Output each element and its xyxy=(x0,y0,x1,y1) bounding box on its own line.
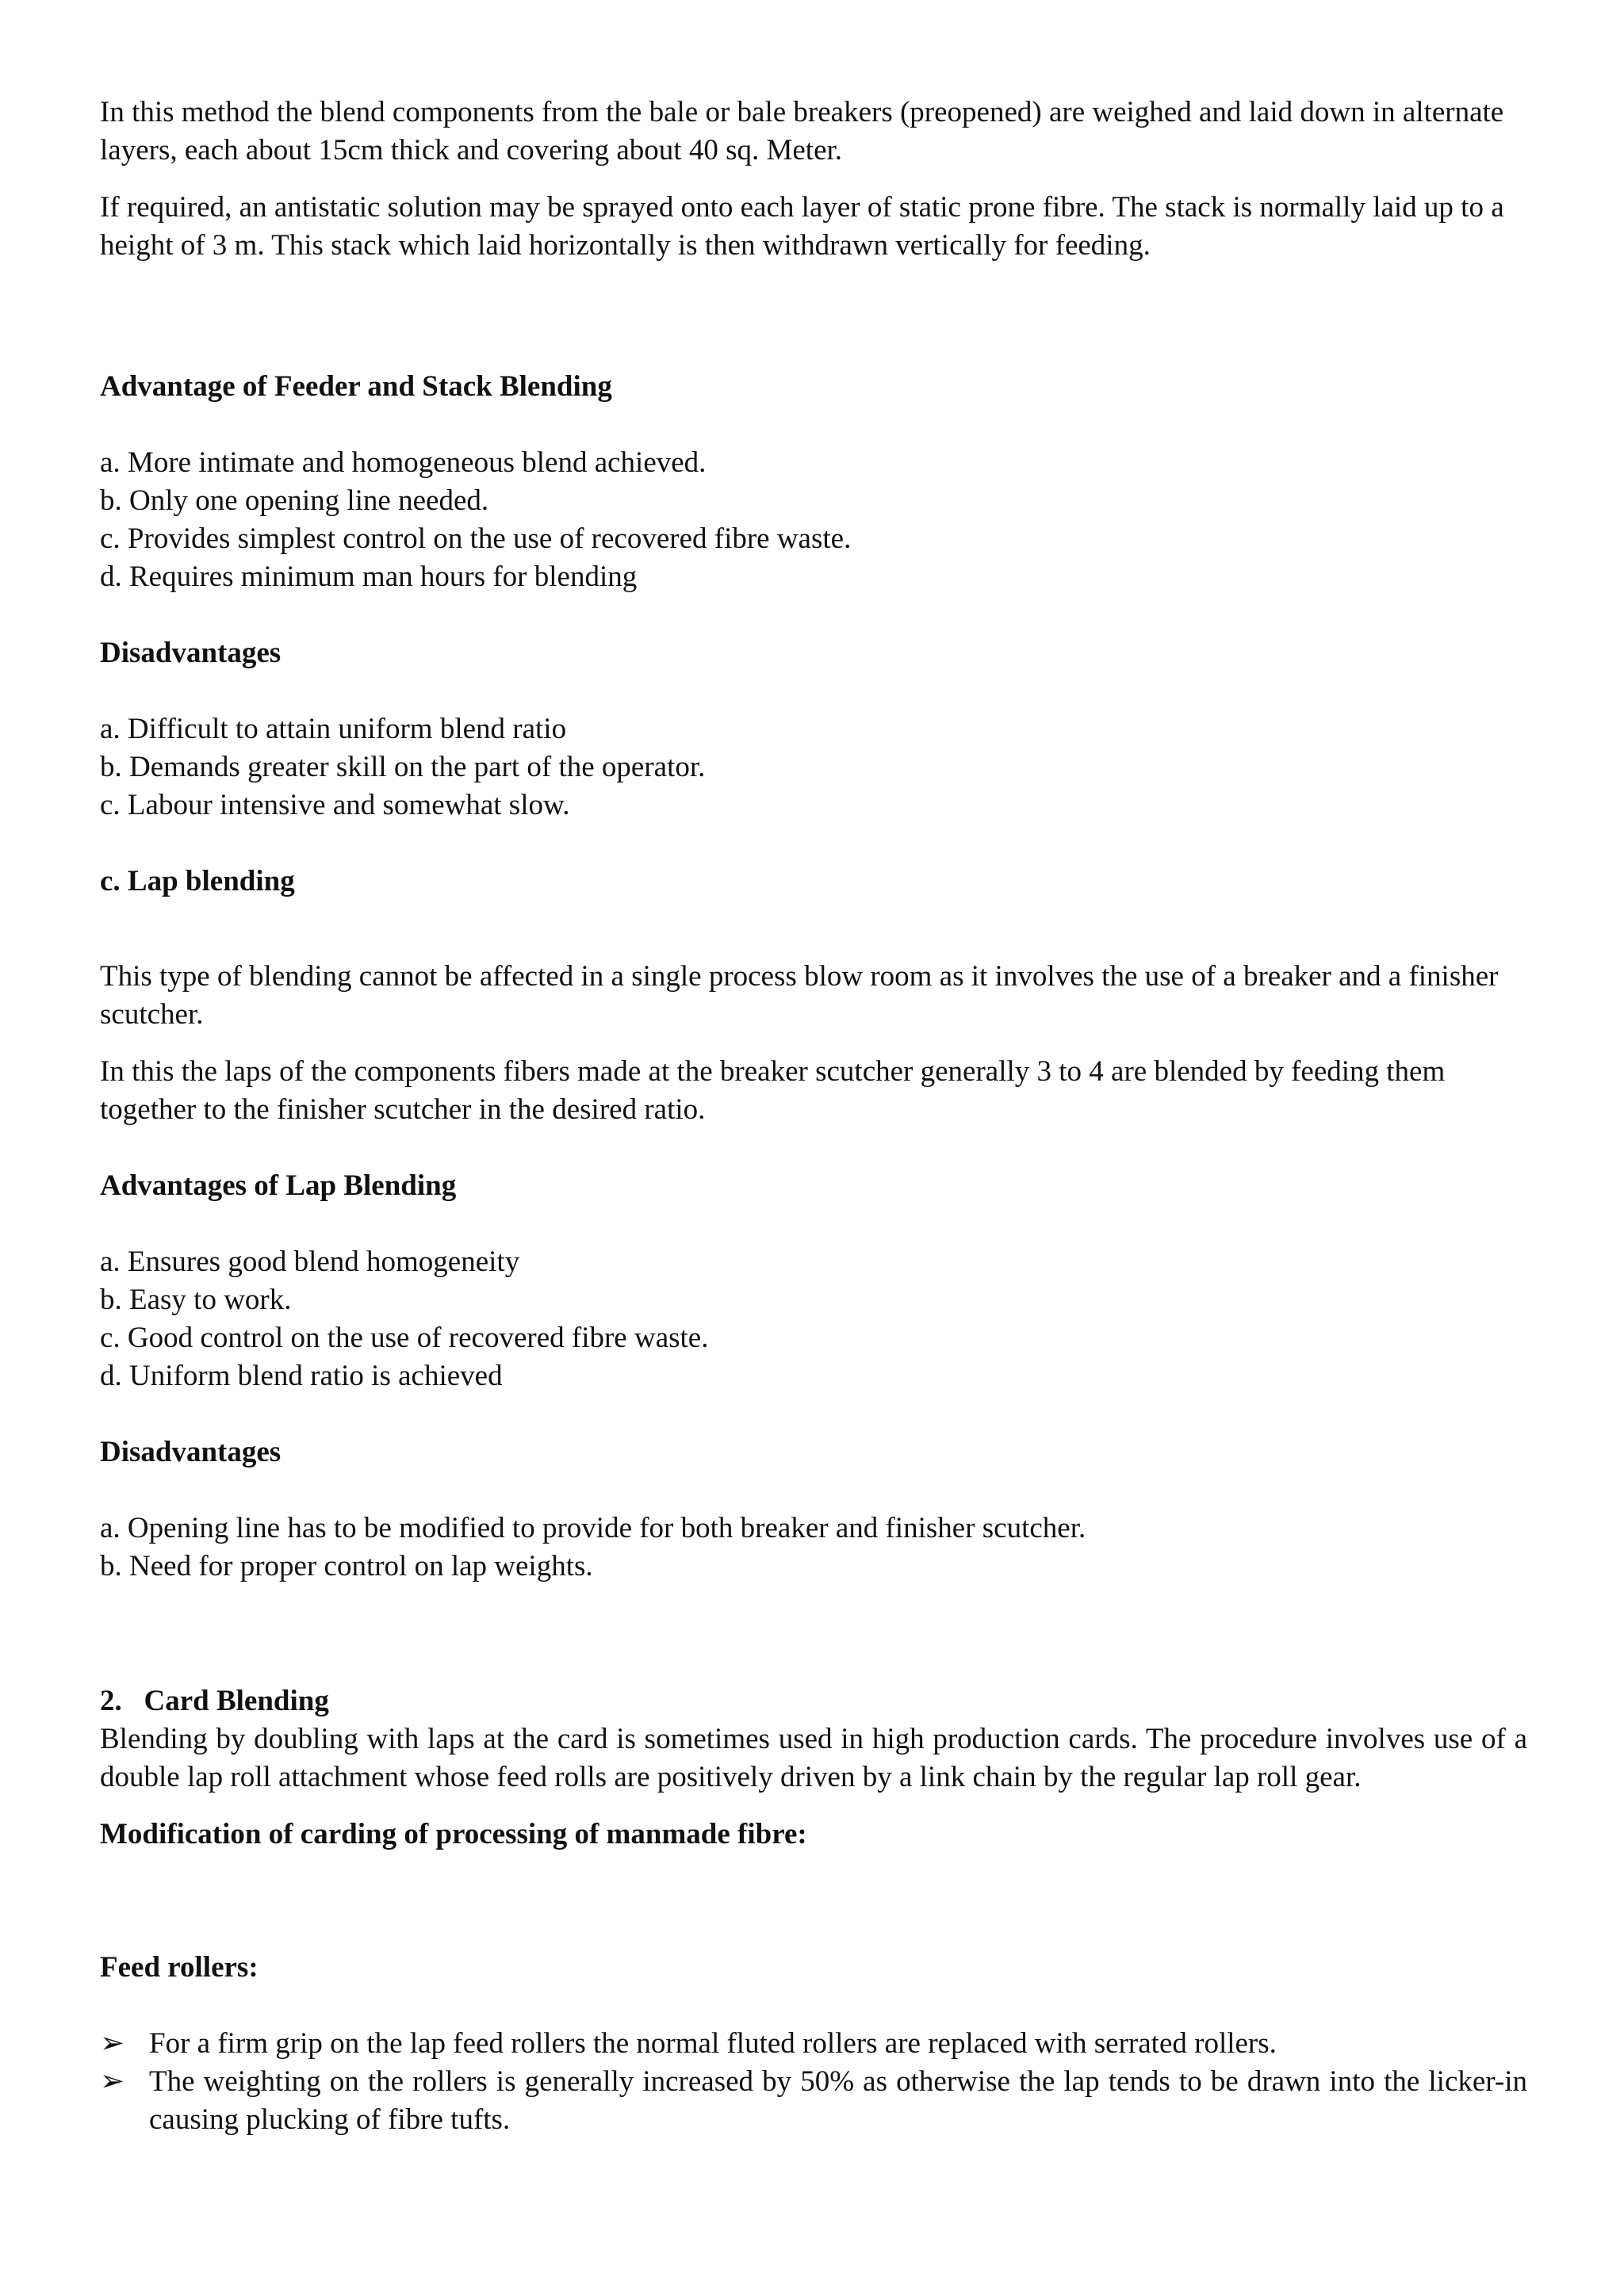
list-item: a. Difficult to attain uniform blend ratio xyxy=(100,713,567,745)
lap-blending-heading: c. Lap blending xyxy=(100,865,295,897)
feed-rollers-list xyxy=(100,2025,1527,2139)
list-item-text: For a firm grip on the lap feed rollers the normal fluted rollers are replaced with serrated rollers. xyxy=(149,2027,1277,2060)
list-item xyxy=(100,2063,1527,2139)
list-item-text: The weighting on the rollers is generally increased by 50% as otherwise the lap tends to be drawn into the licker-in causing plucking of fibre tufts. xyxy=(149,2065,1527,2136)
list-item: b. Only one opening line needed. xyxy=(100,484,489,517)
arrow-bullet-icon: ➢ xyxy=(100,2065,125,2098)
list-item: c. Labour intensive and somewhat slow. xyxy=(100,789,570,821)
lap-blending-paragraph-1: This type of blending cannot be affected in a single process blow room as it involves the use of a breaker and a finisher scutcher. xyxy=(100,960,1499,1031)
feeder-stack-advantages-heading: Advantage of Feeder and Stack Blending xyxy=(100,370,612,403)
list-item: c. Good control on the use of recovered fibre waste. xyxy=(100,1322,709,1354)
feeder-stack-advantages-list xyxy=(100,444,1527,596)
arrow-bullet-icon: ➢ xyxy=(100,2027,125,2060)
feed-rollers-heading: Feed rollers: xyxy=(100,1951,259,1984)
lap-disadvantages-heading: Disadvantages xyxy=(100,1436,282,1468)
list-item: c. Provides simplest control on the use of recovered fibre waste. xyxy=(100,522,852,555)
list-item xyxy=(100,2025,1527,2063)
list-item: a. Opening line has to be modified to provide for both breaker and finisher scutcher. xyxy=(100,1512,1086,1544)
list-item: d. Uniform blend ratio is achieved xyxy=(100,1360,503,1392)
lap-disadvantages-list xyxy=(100,1510,1527,1586)
list-item: b. Need for proper control on lap weights. xyxy=(100,1550,593,1582)
list-item: a. Ensures good blend homogeneity xyxy=(100,1246,520,1278)
feeder-stack-disadvantages-list xyxy=(100,710,1527,825)
lap-advantages-list xyxy=(100,1243,1527,1395)
lap-advantages-heading: Advantages of Lap Blending xyxy=(100,1169,457,1202)
list-item: b. Easy to work. xyxy=(100,1284,292,1316)
list-item: d. Requires minimum man hours for blending xyxy=(100,561,638,593)
intro-paragraph-1: In this method the blend components from the bale or bale breakers (preopened) are weighed and laid down in alternate layers, each about 15cm thick and covering about 40 sq. Meter. xyxy=(100,96,1504,166)
list-item: a. More intimate and homogeneous blend achieved. xyxy=(100,446,707,479)
card-blending-paragraph: Blending by doubling with laps at the card is sometimes used in high production cards. The procedure involves use of a double lap roll attachment whose feed rolls are positively driven by a link chain by the regular lap roll gear. xyxy=(100,1723,1527,1793)
document-page xyxy=(100,94,1527,2139)
manmade-fibre-modification-heading: Modification of carding of processing of manmade fibre: xyxy=(100,1818,807,1850)
feeder-stack-disadvantages-heading: Disadvantages xyxy=(100,637,282,669)
list-item: b. Demands greater skill on the part of the operator. xyxy=(100,751,706,783)
card-blending-heading: 2. Card Blending xyxy=(100,1685,329,1717)
intro-paragraph-2: If required, an antistatic solution may be sprayed onto each layer of static prone fibre. The stack is normally laid up to a height of 3 m. This stack which laid horizontally is then withdrawn vertically for feeding. xyxy=(100,191,1504,262)
lap-blending-paragraph-2: In this the laps of the components fibers made at the breaker scutcher generally 3 to 4 are blended by feeding them together to the finisher scutcher in the desired ratio. xyxy=(100,1055,1446,1126)
